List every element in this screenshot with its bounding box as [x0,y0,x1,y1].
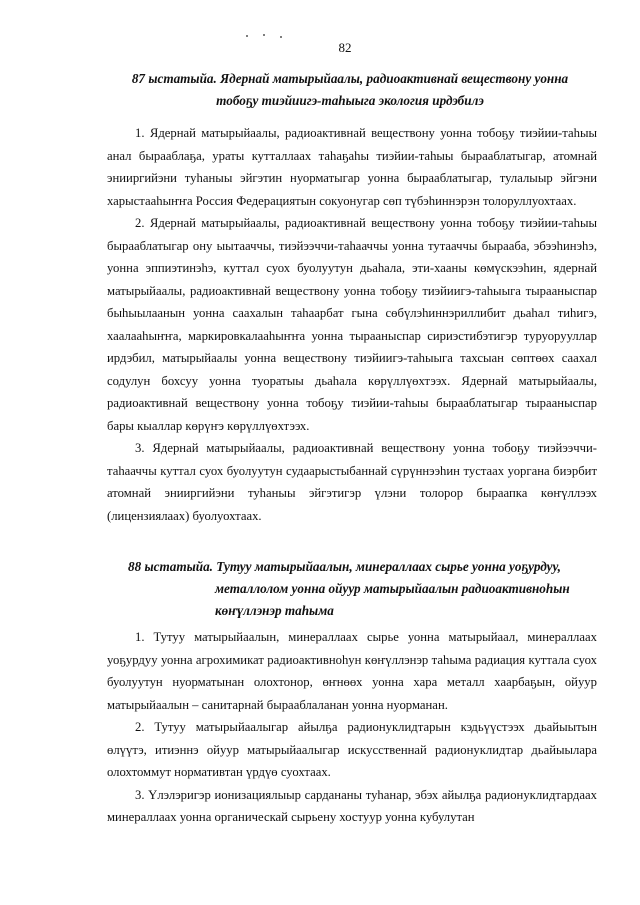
page-number: 82 [338,40,352,55]
article-88-paragraph-2: 2. Тутуу матырыйаалыгар айылҕа радионуклидтарын кэдьүүстээх дьайыытын өлүүтэ, итиэннэ ойуур матырыйаалыгар искусственнай радионуклидтар дьайыылара олохтоммут нормативтан үрдүө суохтаах. [107,720,597,779]
article-88-heading-line-1: 88 ыстатыйа. Тутуу матырыйаалын, минераллаах сырье уонна уоҕурдуу, [128,559,561,574]
article-87-heading [100,68,600,112]
article-88-body [107,626,597,829]
article-88-heading-line-3: көҥүллэнэр таһыма [215,603,334,618]
article-87-paragraph-1: 1. Ядернай матырыйаалы, радиоактивнай веществону уонна тобоҕу тиэйии-таһыы анал бырааблаҕа, ураты кутталлаах таһаҕаһы тиэйии-таһыы бырааблатыгар, атомнай энииргийэни туһаныы эйгэтин нуорматыгар уонна бырааблатыгар, тулалыыр эйгэни харыстааһыҥҥа Россия Федерациятын сокуонугар сөп түбэһиннэрэн толоруллуохтаах. [107,126,597,208]
article-87-heading-line-2: тобоҕу тиэйиигэ-таһыыга экология ирдэбилэ [216,93,484,108]
article-88-paragraph-1: 1. Тутуу матырыйаалын, минераллаах сырье уонна матырыйаал, минераллаах уоҕурдуу уонна агрохимикат радиоактивноһун көҥүллэнэр таһыма радиация куттала суох буолуутун нуорматынан олохтонор, өҥнөөх уонна хара металл хаарбаҕын, ойуур матырыйаалын – санитарнай бырааблаланан уонна нуорманан. [107,630,597,712]
article-87-paragraph-3: 3. Ядернай матырыйаалы, радиоактивнай веществону уонна тобоҕу тиэйээччи-таһааччы куттал суох буолуутун судаарыстыбаннай сүрүннээһин тустаах уоргана биэрбит атомнай энииргийэни туһаныы эйгэтигэр үлэни толорор быраапка көҥүллээх (лицензиялаах) буолуохтаах. [107,441,597,523]
scan-artifact-dots [246,34,286,38]
article-88-heading-line-2: металлолом уонна ойуур матырыйаалын радиоактивноһын [215,581,570,596]
article-87-body [107,122,597,527]
article-87-heading-line-1: 87 ыстатыйа. Ядернай матырыйаалы, радиоактивнай веществону уонна [131,71,569,86]
article-88-paragraph-3: 3. Үлэлэригэр ионизациялыыр сардананы туһанар, эбэх айылҕа радионуклидтардаах минераллаах уонна органическай сырьену хостуур уонна кубулутан [107,787,597,824]
article-88-heading [100,556,600,622]
article-87-paragraph-2: 2. Ядернай матырыйаалы, радиоактивнай веществону уонна тобоҕу тиэйии-таһыы бырааблатыгар ону ыытааччы, тиэйээччи-таһааччы уонна тутааччы бырааба, эбээһинэһэ, уонна эппиэтинэһэ, куттал суох буолуутун дьаһала, эти-хааны көмүскээһин, ядернай матырыйаалы, радиоактивнай веществону уонна тобоҕу тиэйиигэ-таһыыга тырааныспар быһыылаанын уонна саахалын таһаарбат гына сөбүлэһиннэриллибит дьаһал тиһигэ, хаалааһыҥҥа, маркировкалааһыҥҥа уонна тырааныспар сириэстибэтигэр туруорууллар ирдэбил, матырыйаалы уонна веществону тиэйиигэ-таһыыга тахсыан сөптөөх саахал содулун бохсуу уонна туоратыы дьаһала көрүллүөхтээх. Ядернай матырыйаалы, радиоактивнай веществону уонна тобоҕу тиэйии-таһыы бырааблатыгар тырааныспар бары кыаллар көрүҥэ көрүллүөхтээх. [107,216,597,433]
